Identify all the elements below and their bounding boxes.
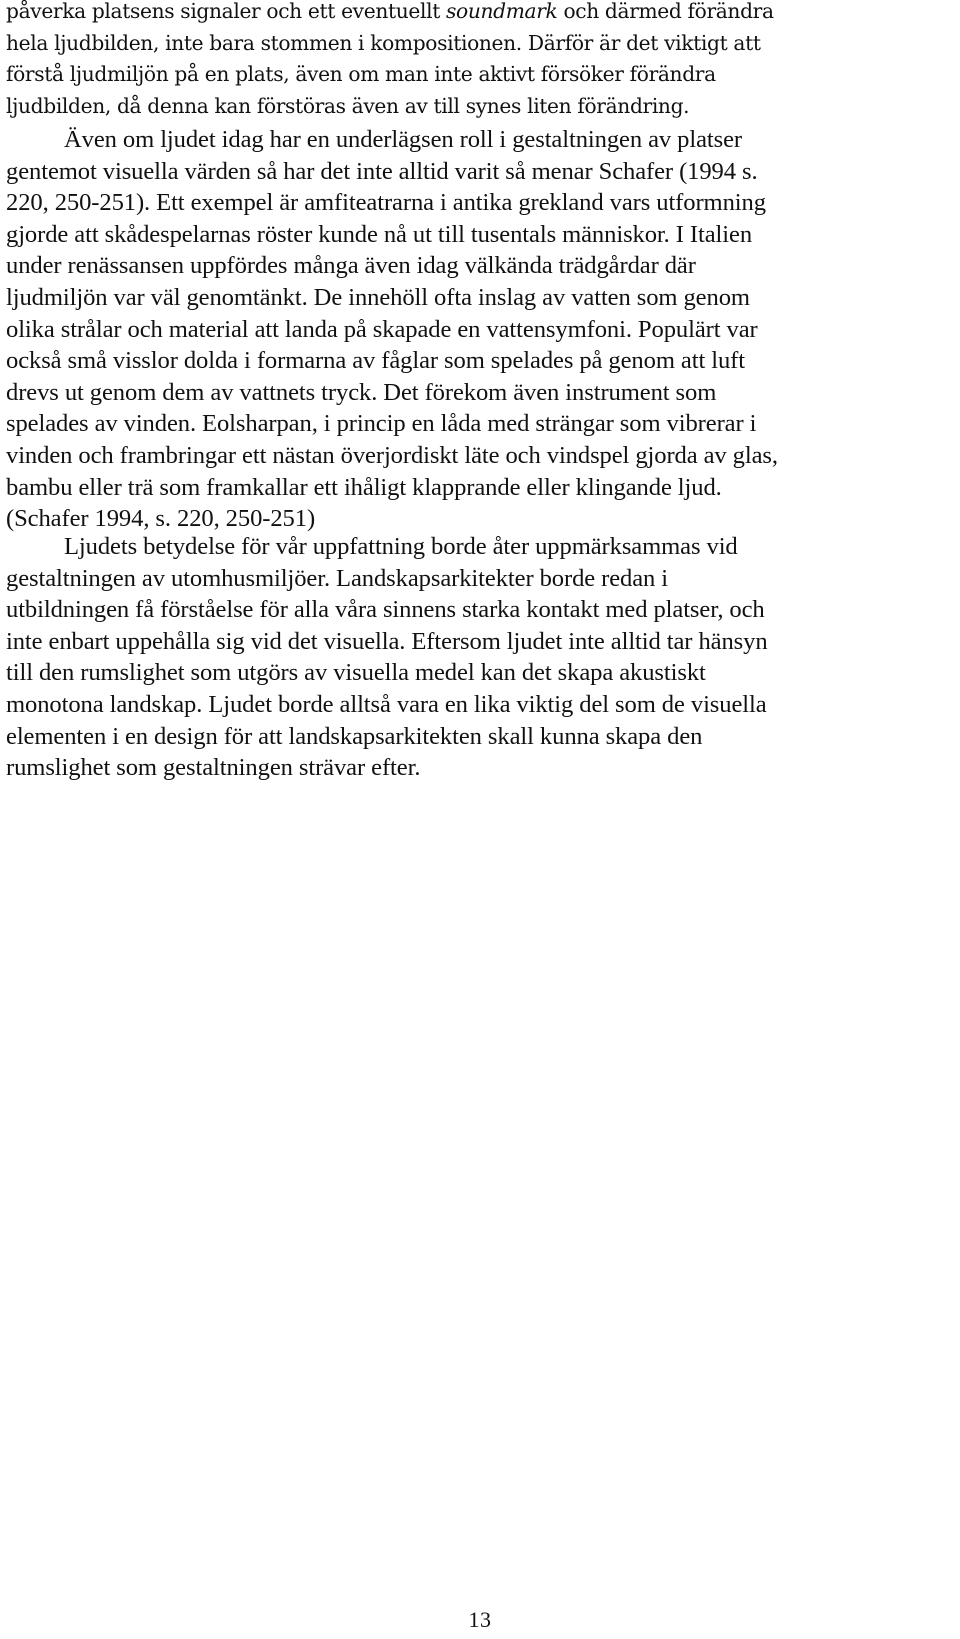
paragraph-line (6, 0, 774, 28)
paragraph-1 (6, 0, 774, 122)
text-run: påverka platsens signaler och ett eventuellt (6, 0, 447, 23)
paragraph-line: gentemot visuella värden så har det inte alltid varit så menar Schafer (1994 s. (6, 157, 758, 185)
page-number: 13 (468, 1607, 492, 1632)
paragraph-line: (Schafer 1994, s. 220, 250-251) (6, 505, 316, 533)
paragraph-line: under renässansen uppfördes många även idag välkända trädgårdar där (6, 252, 696, 280)
paragraph-line: förstå ljudmiljön på en plats, även om man inte aktivt försöker förändra (6, 62, 716, 87)
paragraph-line: inte enbart uppehålla sig vid det visuella. Eftersom ljudet inte alltid tar hänsyn (6, 627, 768, 655)
paragraph-line: gestaltningen av utomhusmiljöer. Landskapsarkitekter borde redan i (6, 564, 669, 592)
paragraph-line: utbildningen få förståelse för alla våra sinnens starka kontakt med platser, och (6, 596, 765, 624)
paragraph-line: gjorde att skådespelarnas röster kunde nå ut till tusentals människor. I Italien (6, 220, 753, 248)
paragraph-line: olika strålar och material att landa på skapade en vattensymfoni. Populärt var (6, 315, 758, 343)
paragraph-2 (6, 124, 778, 535)
text-run: och därmed förändra (557, 0, 774, 23)
paragraph-line: ljudbilden, då denna kan förstöras även av till synes liten förändring. (6, 93, 690, 118)
paragraph-line: till den rumslighet som utgörs av visuella medel kan det skapa akustiskt (6, 659, 706, 687)
paragraph-line: rumslighet som gestaltningen strävar efter. (6, 754, 421, 782)
paragraph-line: 220, 250-251). Ett exempel är amfiteatrarna i antika grekland vars utformning (6, 189, 766, 217)
italic-term: soundmark (446, 0, 558, 23)
paragraph-line: vinden och frambringar ett nästan överjordiskt läte och vindspel gjorda av glas, (6, 441, 778, 469)
paragraph-3 (6, 531, 768, 784)
paragraph-line: Ljudets betydelse för vår uppfattning borde åter uppmärksammas vid (64, 533, 738, 560)
paragraph-line: bambu eller trä som framkallar ett ihåligt klapprande eller klingande ljud. (6, 473, 722, 501)
paragraph-line: drevs ut genom dem av vattnets tryck. Det förekom även instrument som (6, 378, 717, 406)
paragraph-line: också små visslor dolda i formarna av fåglar som spelades på genom att luft (6, 347, 745, 375)
paragraph-line: Även om ljudet idag har en underlägsen roll i gestaltningen av platser (64, 126, 743, 153)
paragraph-line: hela ljudbilden, inte bara stommen i kompositionen. Därför är det viktigt att (6, 30, 761, 55)
paragraph-line: monotona landskap. Ljudet borde alltså vara en lika viktig del som de visuella (6, 690, 767, 718)
paragraph-line: elementen i en design för att landskapsarkitekten skall kunna skapa den (6, 722, 703, 750)
paragraph-line: ljudmiljön var väl genomtänkt. De innehöll ofta inslag av vatten som genom (6, 283, 750, 311)
paragraph-line: spelades av vinden. Eolsharpan, i princip en låda med strängar som vibrerar i (6, 410, 757, 438)
